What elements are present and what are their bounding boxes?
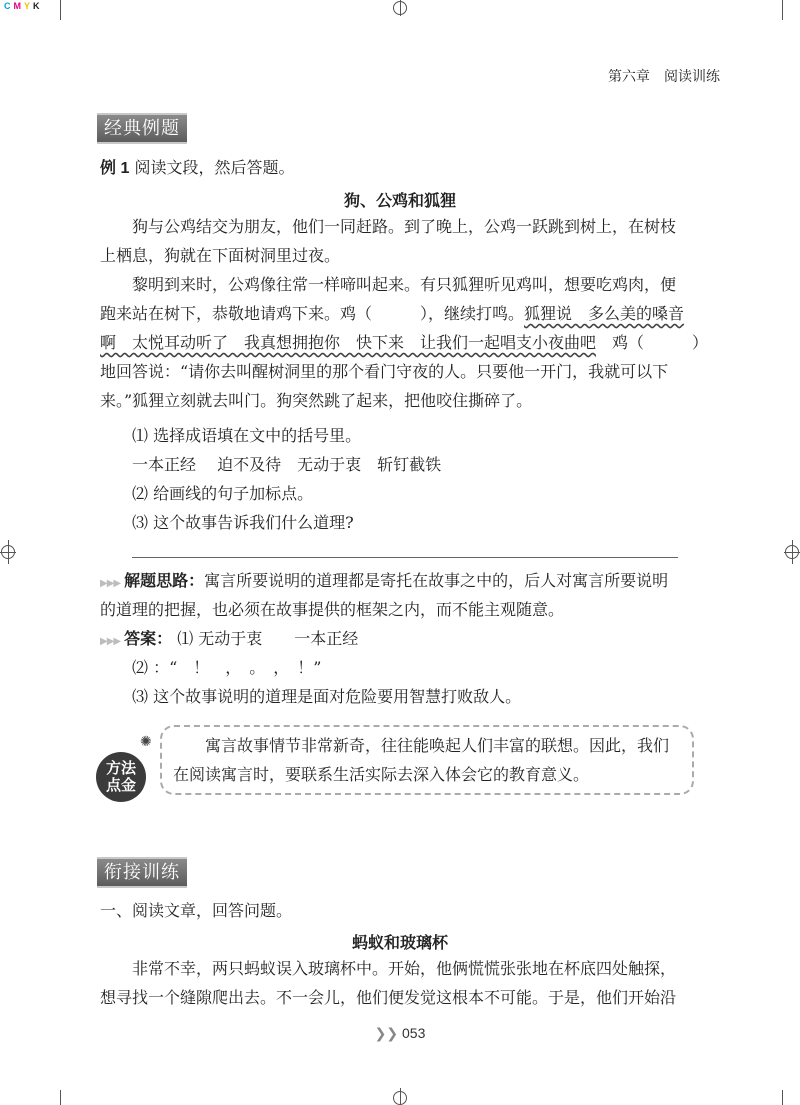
badge-line2: 点金 [105,777,136,794]
example-label: 例 1 [100,160,130,177]
practice-title: 蚂蚁和玻璃杯 [351,935,448,952]
registration-circle-bottom [393,1091,407,1105]
answer-2: ⑵ ：“ ！ ， 。 ， ！” [132,658,322,677]
registration-circle-left [1,545,15,559]
story-p2-line4: 地回答说：“请你去叫醒树洞里的那个看门守夜的人。只要他一开门，我就可以下 [100,362,669,381]
registration-circle-right [785,545,799,559]
underlined-sentence-part2: 啊 太悦耳动听了 我真想拥抱你 快下来 让我们一起唱支小夜曲吧 [100,333,597,352]
cmyk-c: C [4,1,12,11]
underlined-sentence-part1: 狐狸说 多么美的嗓音 [524,304,685,323]
cmyk-m: M [13,1,22,11]
spark-icon: ✺ [140,734,152,750]
analysis-text1: 寓言所要说明的道理都是寄托在故事之中的，后人对寓言所要说明 [204,571,669,590]
chapter-header: 第六章 阅读训练 [608,68,720,84]
badge-line1: 方法 [105,760,136,777]
practice-p1-line1: 非常不幸，两只蚂蚁误入玻璃杯中。开始，他俩慌慌张张地在杯底四处触探， [132,959,677,978]
analysis-line1 [100,568,668,597]
story-p2-line5: 来。”狐狸立刻就去叫门。狗突然跳了起来，把他咬住撕碎了。 [100,391,533,410]
question-3: ⑶ 这个故事告诉我们什么道理? [132,513,354,532]
tip-text-line2: 在阅读寓言时，要联系生活实际去深入体会它的教育意义。 [173,765,590,784]
practice-prompt: 一、阅读文章，回答问题。 [100,901,293,920]
page-ornament-icon: ❯❯ [374,1026,399,1042]
cmyk-color-bar [4,1,43,11]
section-banner-practice: 衔接训练 [97,857,187,888]
cmyk-k: K [33,1,41,11]
crop-mark-bottom-right [782,1090,783,1105]
registration-circle-top [393,1,407,15]
answer-3: ⑶ 这个故事说明的道理是面对危险要用智慧打败敌人。 [132,687,522,706]
page-number [0,1025,800,1042]
story-p2-line1: 黎明到来时，公鸡像往常一样啼叫起来。有只狐狸听见鸡叫，想要吃鸡肉，便 [132,275,677,294]
analysis-line2: 的道理的把握，也必须在故事提供的框架之内，而不能主观随意。 [100,600,565,619]
question-2: ⑵ 给画线的句子加标点。 [132,484,314,503]
answer-line [132,557,678,558]
method-tip-badge [96,752,146,802]
answer-label: 答案： [124,631,173,648]
idiom-choices: 一本正经 迫不及待 无动于衷 斩钉截铁 [132,455,442,474]
crop-mark-top-left [60,0,61,20]
tip-text-line1: 寓言故事情节非常新奇，往往能唤起人们丰富的联想。因此，我们 [173,736,670,755]
analysis-label: 解题思路： [124,573,205,590]
section-banner-classic-examples: 经典例题 [97,113,187,144]
story-p1-line2: 上栖息，狗就在下面树洞里过夜。 [100,246,341,265]
story-p2-line3-text: 鸡（ ） [596,333,709,352]
crop-mark-top-right [782,0,783,20]
question-1: ⑴ 选择成语填在文中的括号里。 [132,426,362,445]
story-p1-line1: 狗与公鸡结交为朋友，他们一同赶路。到了晚上，公鸡一跃跳到树上，在树枝 [132,217,677,236]
story-p2-line2-text: 跑来站在树下，恭敬地请鸡下来。鸡（ ），继续打鸣。 [100,304,525,323]
arrow-icon: ▶▶▶ [100,578,121,589]
crop-mark-bottom-left [60,1090,61,1105]
practice-p1-line2: 想寻找一个缝隙爬出去。不一会儿，他们便发觉这根本不可能。于是，他们开始沿 [100,988,677,1007]
example-heading [100,155,294,182]
answer-1: ⑴ 无动于衷 一本正经 [177,629,359,648]
example-prompt: 阅读文段，然后答题。 [134,158,295,177]
story-title: 狗、公鸡和狐狸 [343,193,456,210]
cmyk-y: Y [24,1,32,11]
story-p2-line2 [100,301,684,327]
answer-line1 [100,626,358,655]
arrow-icon: ▶▶▶ [100,636,121,647]
story-p2-line3 [100,330,708,356]
page-number-text: 053 [402,1025,426,1041]
